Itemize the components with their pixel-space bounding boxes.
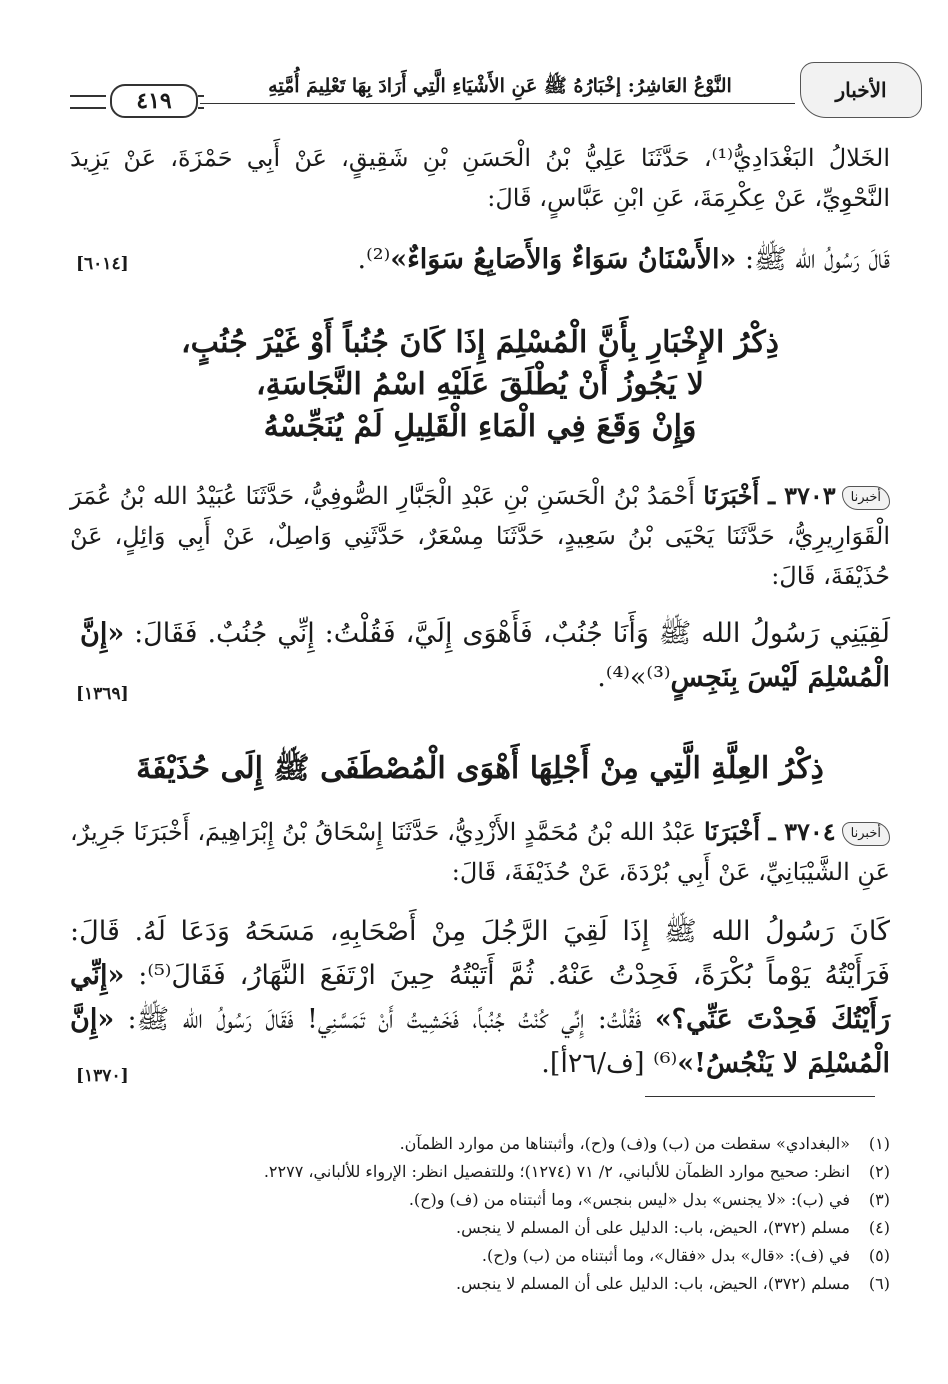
footnote-item bbox=[70, 1242, 890, 1270]
footnote-text: في (ف): «قال» بدل «فقال»، وما أثبتناه من (ب) و(ح). bbox=[481, 1246, 850, 1265]
footnote-item bbox=[70, 1186, 890, 1214]
matn-2-quote: «إِنَّ الْمُسْلِمَ لَيْسَ بِنَجِسٍ bbox=[80, 618, 890, 693]
khabar-icon: أخبرنا bbox=[842, 486, 890, 510]
footnote-mark: (٢) bbox=[868, 1162, 890, 1181]
section-heading-2: ذِكْرُ العِلَّةِ الَّتِي مِنْ أَجْلِهَا أَهْوَى الْمُصْطَفَى ﷺ إِلَى حُذَيْفَةَ bbox=[136, 751, 824, 786]
khabar-icon: أخبرنا bbox=[842, 822, 890, 846]
footnote-item bbox=[70, 1270, 890, 1298]
header-double-rule bbox=[70, 95, 106, 109]
chapter-badge bbox=[800, 62, 922, 118]
footnote-text: في (ب): «لا يجنس» بدل «ليس بنجس»، وما أثبتناه من (ف) و(ح). bbox=[408, 1190, 850, 1209]
footnote-text: انظر: صحيح موارد الظمآن للألباني، ٢/ ٧١ (١٢٧٤)؛ وللتفصيل انظر: الإرواء للألباني، ٢٢٧٧. bbox=[263, 1162, 850, 1181]
header-double-rule-small bbox=[198, 95, 204, 109]
matn-2-pre: لَقِيَنِي رَسُولُ الله ﷺ وَأَنَا جُنُبٌ، فَأَهْوَى إِلَيَّ، فَقُلْتُ: إِنِّي جُنُبٌ. فَقَالَ: bbox=[124, 618, 890, 649]
hadith-3704-number: ٣٧٠٤ ـ أَخْبَرَنَا bbox=[704, 817, 836, 846]
section-heading-1-line-2: لا يَجُوزُ أَنْ يُطْلَقَ عَلَيْهِ اسْمُ النَّجَاسَةِ، bbox=[255, 367, 705, 402]
matn-1-quote: «الأَسْنَانُ سَوَاءٌ وَالأَصَابِعُ سَوَاءٌ» bbox=[390, 244, 737, 275]
footnote-text: مسلم (٣٧٢)، الحيض، باب: الدليل على أن المسلم لا ينجس. bbox=[456, 1218, 850, 1237]
footnote-text: مسلم (٣٧٢)، الحيض، باب: الدليل على أن المسلم لا ينجس. bbox=[456, 1274, 850, 1293]
matn-3-part-b: فَقُلْتُ: إِنِّي كُنْتُ جُنُباً، فَخَشِيتُ أَنْ تَمَسَّنِي! فَقَالَ رَسُولُ الله ﷺ: bbox=[114, 1004, 655, 1035]
header-rule bbox=[200, 103, 795, 104]
hadith-3703-chain: أَحْمَدُ بْنُ الْحَسَنِ بْنِ عَبْدِ الْجَبَّارِ الصُّوفِيُّ، حَدَّثَنَا عُبَيْدُ الله بْنُ عُمَرَ الْقَوَارِيرِيُّ، حَدَّثَنَا يَحْيَى بْنُ سَعِيدٍ، حَدَّثَنَا مِسْعَرٌ، حَدَّثَنِي وَاصِلٌ، عَنْ أَبِي وَائِلٍ، عَنْ حُذَيْفَةَ، قَالَ: bbox=[70, 482, 890, 590]
footnote-separator bbox=[645, 1096, 875, 1097]
section-heading-1-line-3: وَإِنْ وَقَعَ فِي الْمَاءِ الْقَلِيلِ لَمْ يُنَجِّسْهُ bbox=[263, 409, 697, 444]
footnote-mark: (٣) bbox=[868, 1190, 890, 1209]
reference-3: [١٣٧٠] bbox=[76, 1066, 129, 1086]
hadith-3704-isnad bbox=[70, 812, 890, 892]
section-heading-1-line-1: ذِكْرُ الإِخْبَارِ بِأَنَّ الْمُسْلِمَ إِذَا كَانَ جُنُباً أَوْ غَيْرَ جُنُبٍ، bbox=[181, 325, 779, 360]
footnote-mark: (١) bbox=[868, 1134, 890, 1153]
matn-1-post: ⁽²⁾. bbox=[357, 244, 391, 275]
matn-2 bbox=[80, 612, 890, 700]
running-header-title: النَّوْعُ العَاشِرُ: إخْبَارُهُ ﷺ عَنِ الأَشْيَاءِ الَّتِي أَرَادَ بِهَا تَعْلِيمَ أُمَّتِهِ bbox=[268, 75, 732, 97]
hadith-3703-number: ٣٧٠٣ ـ أَخْبَرَنَا bbox=[703, 481, 836, 510]
footnote-mark: (٤) bbox=[868, 1218, 890, 1237]
reference-2: [١٣٦٩] bbox=[76, 684, 129, 704]
footnote-mark: (٦) bbox=[868, 1274, 890, 1293]
matn-1-pre: قَالَ رَسُولُ الله ﷺ: bbox=[736, 244, 890, 275]
footnote-mark: (٥) bbox=[868, 1246, 890, 1265]
chapter-badge-label: الأخبار bbox=[835, 78, 887, 102]
matn-3-quote-2: «إِنَّ الْمُسْلِمَ لا يَنْجُسُ!» bbox=[70, 1004, 890, 1079]
footnotes bbox=[70, 1130, 890, 1298]
footnote-item bbox=[70, 1214, 890, 1242]
hadith-3703-isnad bbox=[70, 476, 890, 596]
hadith-3704-chain: عَبْدُ الله بْنُ مُحَمَّدٍ الأَزْدِيُّ، حَدَّثَنَا إِسْحَاقُ بْنُ إِبْرَاهِيمَ، أَخْبَرَنَا جَرِيرٌ، عَنِ الشَّيْبَانِيِّ، عَنْ أَبِي بُرْدَةَ، عَنْ حُذَيْفَةَ، قَالَ: bbox=[70, 818, 890, 886]
matn-1 bbox=[110, 238, 890, 282]
footnote-item bbox=[70, 1158, 890, 1186]
intro-isnad: الخَلالُ البَغْدَادِيُّ⁽¹⁾، حَدَّثَنَا عَلِيُّ بْنُ الْحَسَنِ بْنِ شَقِيقٍ، عَنْ أَبِي حَمْزَةَ، عَنْ يَزِيدَ النَّحْوِيِّ، عَنْ عِكْرِمَةَ، عَنِ ابْنِ عَبَّاسٍ، قَالَ: bbox=[70, 144, 890, 212]
section-heading-1 bbox=[70, 322, 890, 448]
matn-2-post: ⁽³⁾»⁽⁴⁾. bbox=[597, 662, 671, 693]
matn-3 bbox=[70, 910, 890, 1086]
matn-3-quote-1: «إِنِّي رَأَيْتُكَ فَحِدْتَ عَنِّي؟» bbox=[70, 960, 890, 1035]
matn-3-part-a: كَانَ رَسُولُ الله ﷺ إِذَا لَقِيَ الرَّجُلَ مِنْ أَصْحَابِهِ، مَسَحَهُ وَدَعَا لَهُ. قَالَ: فَرَأَيْتُهُ يَوْماً بُكْرَةً، فَحِدْتُ عَنْهُ. ثُمَّ أَتَيْتُهُ حِينَ ارْتَفَعَ النَّهَارُ، فَقَالَ⁽⁵⁾: bbox=[70, 916, 890, 991]
footnote-text: «البغدادي» سقطت من (ب) و(ف) و(ح)، وأثبتناها من موارد الظمآن. bbox=[399, 1134, 850, 1153]
reference-1: [٦٠١٤] bbox=[76, 254, 129, 274]
page-number: ٤١٩ bbox=[110, 84, 198, 118]
footnote-item bbox=[70, 1130, 890, 1158]
matn-3-part-c: ⁽⁶⁾ [ف/٢٦أ]. bbox=[541, 1048, 678, 1079]
